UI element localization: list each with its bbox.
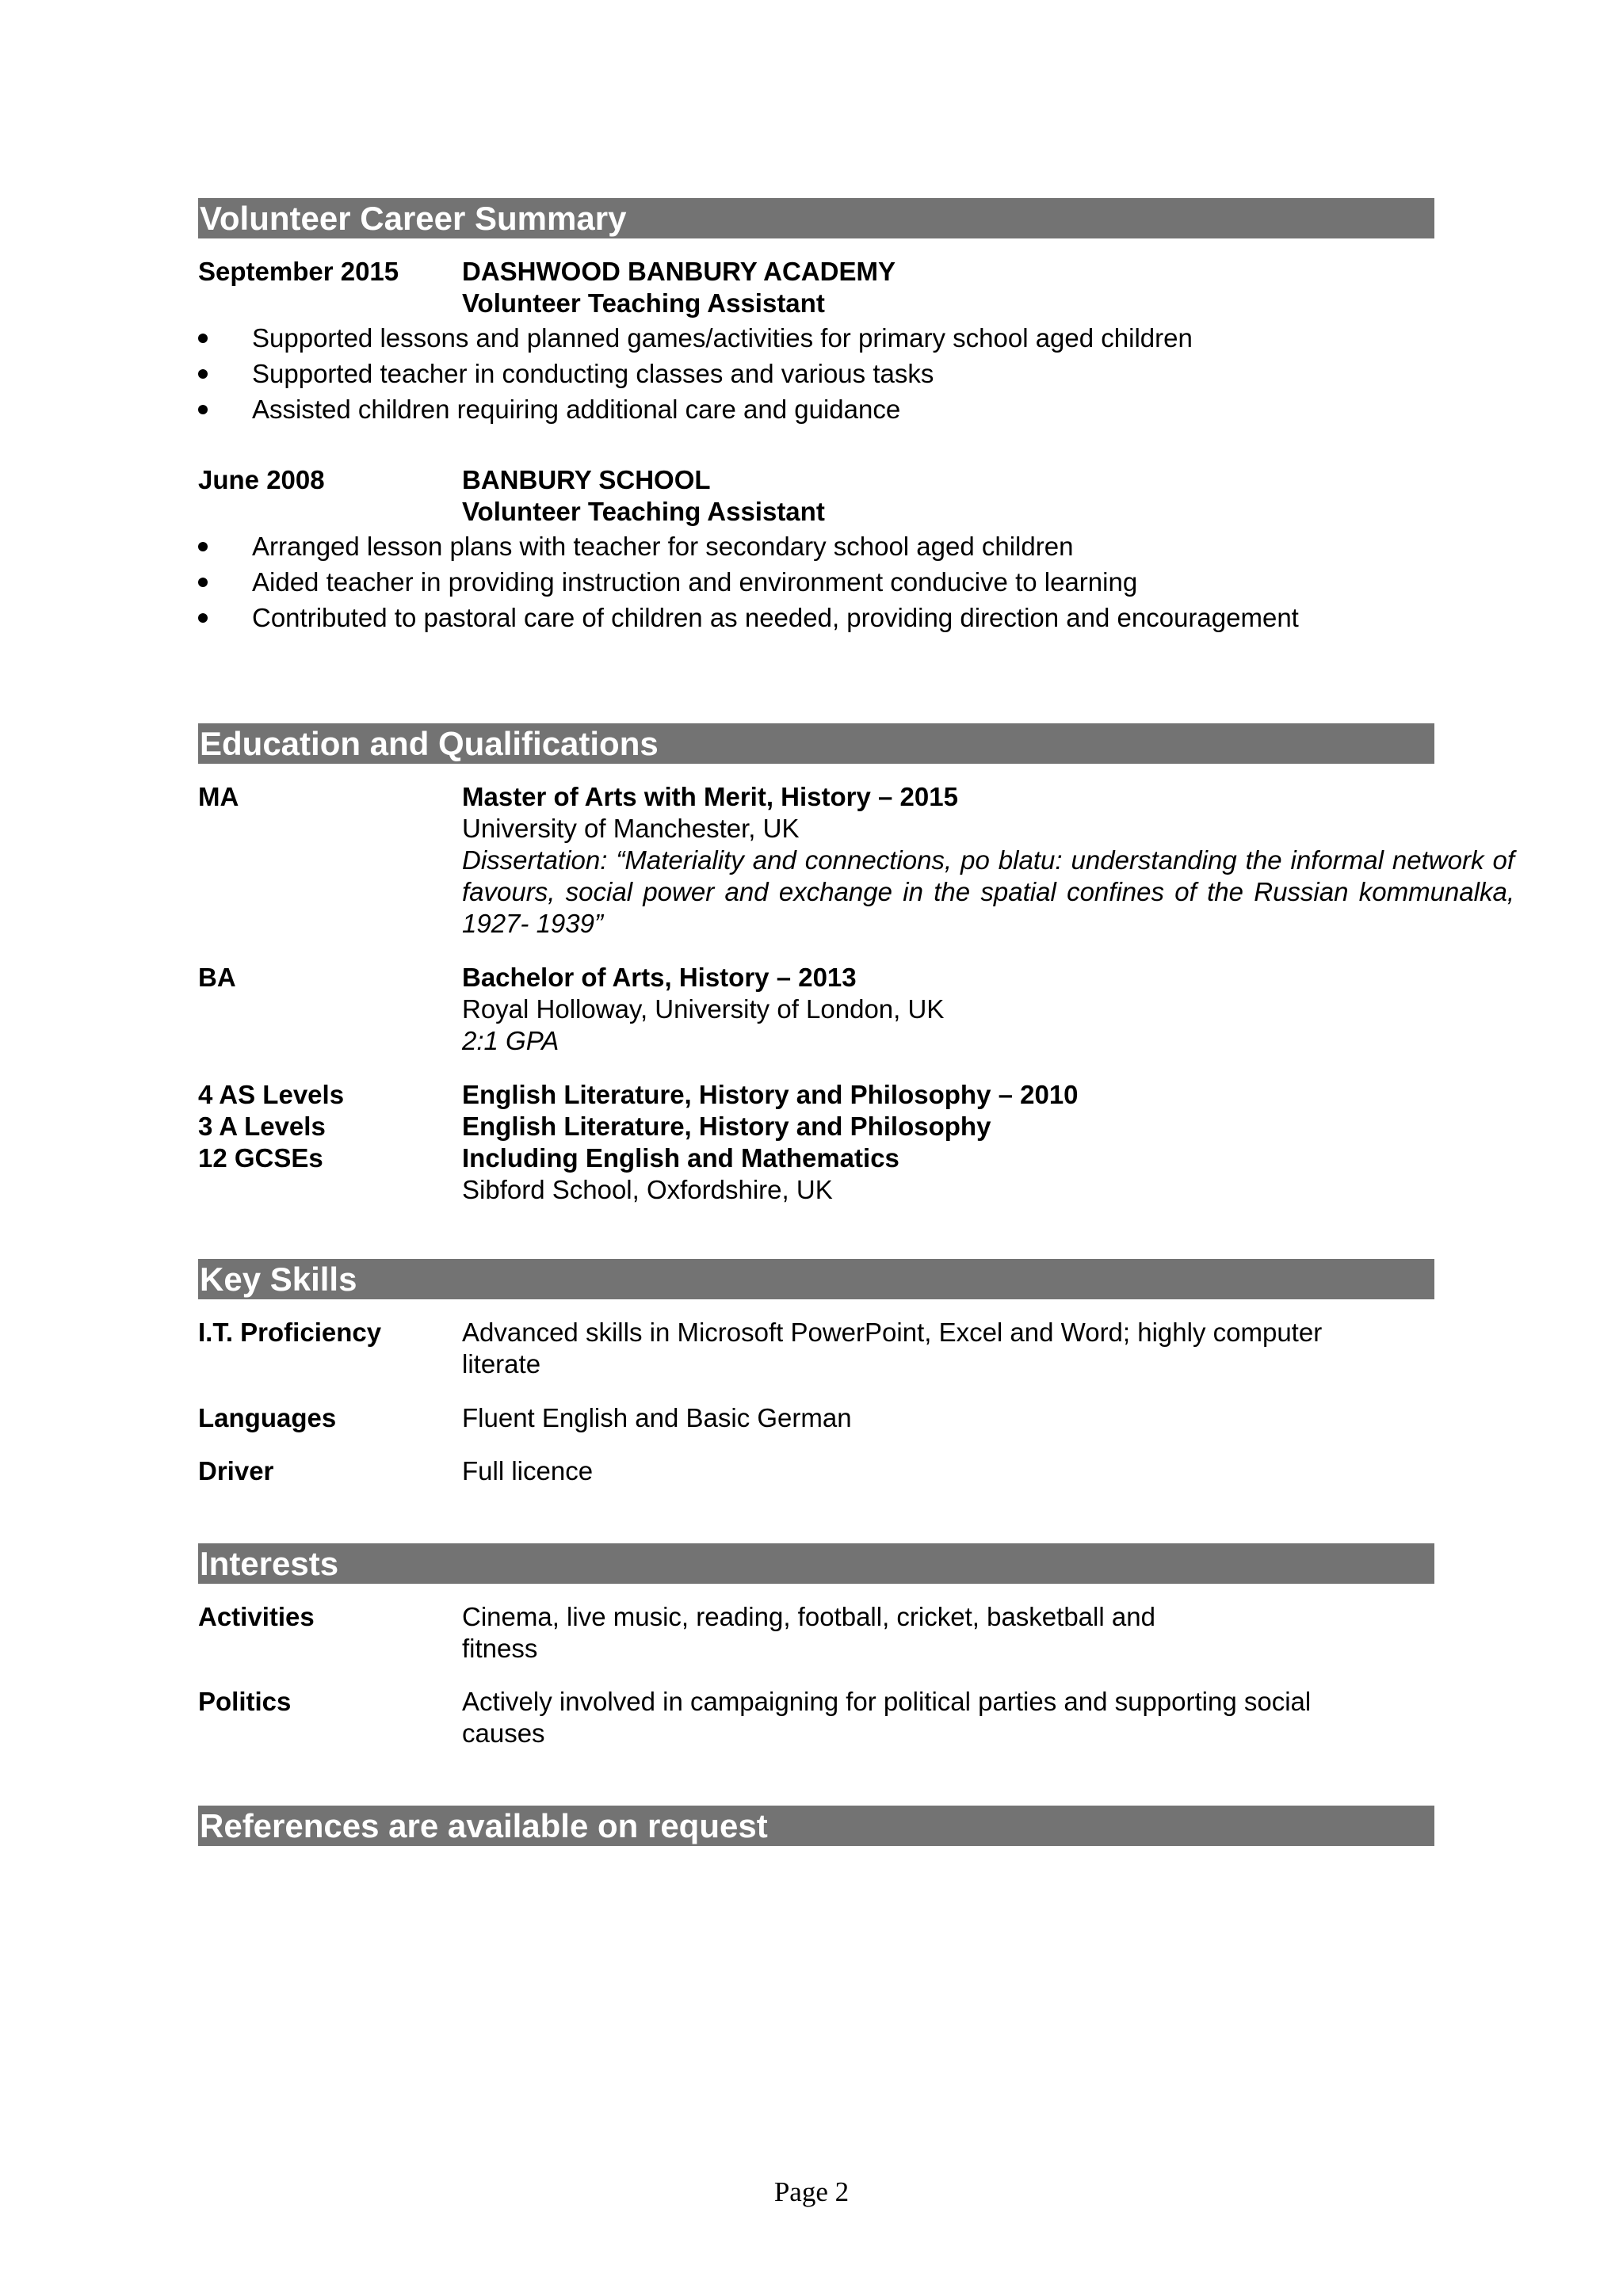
qualification-school: Royal Holloway, University of London, UK: [462, 994, 945, 1024]
page-number: Page 2: [773, 2176, 850, 2207]
qualification-label: BA: [198, 963, 236, 992]
entry-organisation: DASHWOOD BANBURY ACADEMY: [462, 257, 896, 286]
entry-role: Volunteer Teaching Assistant: [462, 288, 825, 318]
qualification-degree: Bachelor of Arts, History – 2013: [462, 963, 857, 992]
section-header-interests: Interests: [198, 1543, 1434, 1584]
qualification-grade: 2:1 GPA: [462, 1026, 559, 1055]
skill-label: Driver: [198, 1456, 274, 1486]
interest-detail: Actively involved in campaigning for political parties and supporting social: [462, 1687, 1312, 1716]
qualification-school: Sibford School, Oxfordshire, UK: [462, 1175, 833, 1204]
qualification-degree: Master of Arts with Merit, History – 2015: [462, 782, 958, 811]
skill-label: Languages: [198, 1403, 337, 1432]
bullet-item: Aided teacher in providing instruction and environment conducive to learning: [252, 567, 1138, 597]
interest-detail: causes: [462, 1718, 545, 1748]
qualification-label: 3 A Levels: [198, 1112, 326, 1141]
qualification-label: 4 AS Levels: [198, 1080, 345, 1109]
interest-detail: Cinema, live music, reading, football, cricket, basketball and: [462, 1602, 1155, 1631]
interest-label: Politics: [198, 1687, 292, 1716]
qualification-label: MA: [198, 782, 239, 811]
qualification-school: University of Manchester, UK: [462, 814, 800, 843]
entry-organisation: BANBURY SCHOOL: [462, 465, 711, 494]
bullet-icon: [198, 578, 208, 587]
skill-detail: Advanced skills in Microsoft PowerPoint, Excel and Word; highly computer: [462, 1318, 1323, 1347]
dissertation-text: Dissertation: “Materiality and connections, po blatu: understanding the informal network of favours, social power and exchange in the spatial confines of the Russian kommunalka, 1927- 1939”: [462, 845, 1514, 938]
entry-date: June 2008: [198, 465, 325, 494]
bullet-item: Assisted children requiring additional care and guidance: [252, 395, 901, 424]
bullet-icon: [198, 334, 208, 343]
skill-detail: Full licence: [462, 1456, 594, 1486]
bullet-item: Arranged lesson plans with teacher for secondary school aged children: [252, 532, 1074, 561]
qualification-detail: English Literature, History and Philosophy: [462, 1112, 991, 1141]
section-header-references: References are available on request: [198, 1806, 1434, 1846]
section-header-education: Education and Qualifications: [198, 723, 1434, 764]
qualification-detail: English Literature, History and Philosophy – 2010: [462, 1080, 1079, 1109]
bullet-icon: [198, 613, 208, 623]
entry-role: Volunteer Teaching Assistant: [462, 497, 825, 526]
bullet-item: Supported lessons and planned games/activities for primary school aged children: [252, 323, 1193, 353]
bullet-icon: [198, 405, 208, 414]
section-header-skills: Key Skills: [198, 1259, 1434, 1299]
skill-label: I.T. Proficiency: [198, 1318, 382, 1347]
interest-label: Activities: [198, 1602, 315, 1631]
entry-date: September 2015: [198, 257, 399, 286]
bullet-item: Contributed to pastoral care of children as needed, providing direction and encouragement: [252, 603, 1299, 632]
skill-detail: literate: [462, 1349, 541, 1379]
bullet-item: Supported teacher in conducting classes and various tasks: [252, 359, 934, 388]
interest-detail: fitness: [462, 1634, 538, 1663]
bullet-icon: [198, 542, 208, 551]
qualification-detail: Including English and Mathematics: [462, 1143, 899, 1173]
skill-detail: Fluent English and Basic German: [462, 1403, 852, 1432]
qualification-label: 12 GCSEs: [198, 1143, 323, 1173]
section-header-volunteer: Volunteer Career Summary: [198, 198, 1434, 238]
bullet-icon: [198, 369, 208, 379]
